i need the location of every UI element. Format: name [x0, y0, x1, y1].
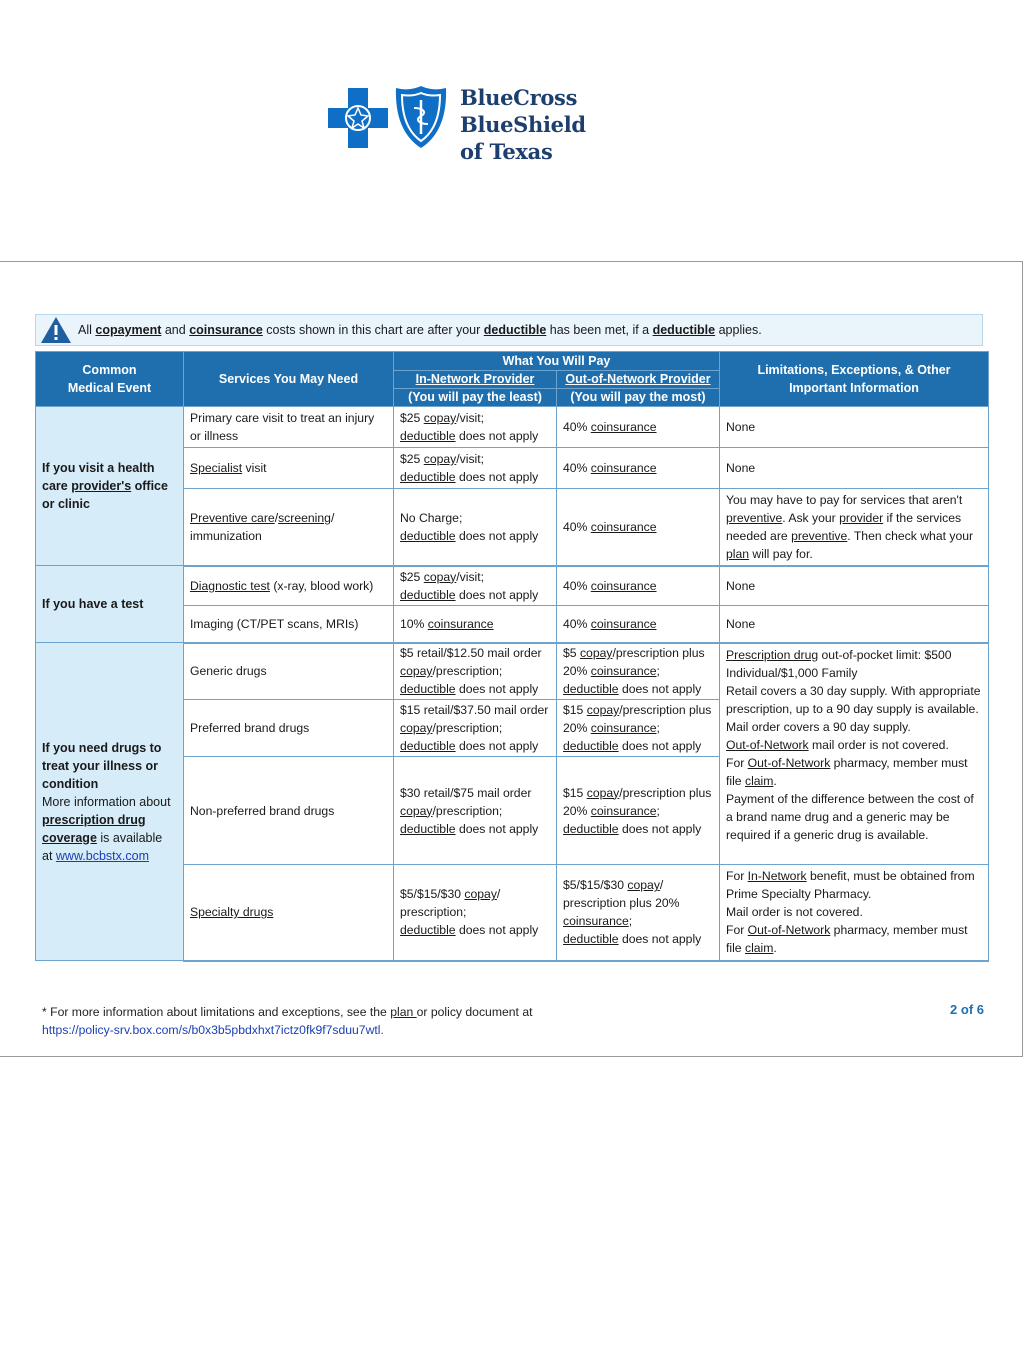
header-common-event: Common Medical Event: [36, 352, 184, 407]
notice-text: All copayment and coinsurance costs shown in this chart are after your deductible has been met, if a deductible applies.: [78, 323, 762, 337]
out-network-primary-care: 40% coinsurance: [557, 407, 720, 448]
in-network-primary-care: $25 copay/visit; deductible does not apply: [394, 407, 557, 448]
in-network-preventive: No Charge; deductible does not apply: [394, 489, 557, 566]
service-preventive: Preventive care/screening/ immunization: [184, 489, 394, 566]
limit-preventive: You may have to pay for services that aren't preventive. Ask your provider if the services needed are preventive. Then check what your plan will pay for.: [720, 489, 989, 566]
brand-line-1: BlueCross BlueShield: [460, 85, 586, 137]
service-nonpreferred: Non-preferred brand drugs: [184, 757, 394, 865]
service-specialty: Specialty drugs: [184, 865, 394, 961]
coinsurance-term[interactable]: coinsurance: [189, 323, 263, 337]
plan-term[interactable]: plan: [390, 1005, 417, 1019]
in-network-imaging: 10% coinsurance: [394, 606, 557, 643]
blue-shield-icon: [394, 84, 448, 150]
brand-line-2: of Texas: [460, 139, 553, 164]
in-network-diagnostic: $25 copay/visit; deductible does not apply: [394, 566, 557, 606]
table-row: [36, 407, 989, 448]
limit-drugs: Prescription drug out-of-pocket limit: $500 Individual/$1,000 Family Retail covers a 30 day supply. With appropriate prescription, up to a 90 day supply is available. Mail order covers a 90 day supply. Out-of-Network mail order is not covered. For Out-of-Network pharmacy, member must file claim. Payment of the difference between the cost of a brand name drug and a generic may be required if a generic drug is available.: [720, 643, 989, 865]
brand-name: [460, 84, 708, 165]
out-network-imaging: 40% coinsurance: [557, 606, 720, 643]
out-network-diagnostic: 40% coinsurance: [557, 566, 720, 606]
service-diagnostic: Diagnostic test (x-ray, blood work): [184, 566, 394, 606]
out-network-specialty: $5/$15/$30 copay/ prescription plus 20% coinsurance; deductible does not apply: [557, 865, 720, 961]
header-out-network: Out-of-Network Provider: [557, 371, 720, 389]
header-in-network-sub: (You will pay the least): [394, 389, 557, 407]
in-network-preferred: $15 retail/$37.50 mail order copay/prescription; deductible does not apply: [394, 700, 557, 757]
limit-imaging: None: [720, 606, 989, 643]
blue-cross-icon: [328, 88, 388, 148]
bcbs-logo: [328, 84, 708, 164]
page-number: 2 of 6: [950, 1002, 984, 1017]
deductible-term[interactable]: deductible: [652, 323, 716, 337]
page-border-bottom: [0, 1056, 1023, 1057]
in-network-nonpreferred: $30 retail/$75 mail order copay/prescription; deductible does not apply: [394, 757, 557, 865]
header-limitations: Limitations, Exceptions, & Other Important Information: [720, 352, 989, 407]
service-primary-care: Primary care visit to treat an injury or illness: [184, 407, 394, 448]
table-row: [36, 566, 989, 606]
limit-primary-care: None: [720, 407, 989, 448]
copayment-term[interactable]: copayment: [95, 323, 162, 337]
footer-note: * For more information about limitations and exceptions, see the plan or policy document at https://policy-srv.box.com/s/b0x3b5pbdxhxt7ictz0fk9f7sduu7wtl.: [42, 1005, 533, 1037]
limit-specialist: None: [720, 448, 989, 489]
page-border-top: [0, 261, 1023, 262]
header-what-you-pay: What You Will Pay: [394, 352, 720, 371]
out-network-generic: $5 copay/prescription plus 20% coinsurance; deductible does not apply: [557, 643, 720, 700]
table-row: [36, 643, 989, 700]
header-out-network-sub: (You will pay the most): [557, 389, 720, 407]
header-in-network: In-Network Provider: [394, 371, 557, 389]
in-network-specialist: $25 copay/visit; deductible does not apply: [394, 448, 557, 489]
bcbstx-link[interactable]: www.bcbstx.com: [55, 848, 149, 863]
deductible-notice: [35, 314, 983, 346]
out-network-preferred: $15 copay/prescription plus 20% coinsurance; deductible does not apply: [557, 700, 720, 757]
provider-term[interactable]: provider's: [71, 479, 132, 493]
limit-diagnostic: None: [720, 566, 989, 606]
deductible-term[interactable]: deductible: [483, 323, 547, 337]
in-network-generic: $5 retail/$12.50 mail order copay/prescription; deductible does not apply: [394, 643, 557, 700]
out-network-specialist: 40% coinsurance: [557, 448, 720, 489]
out-network-preventive: 40% coinsurance: [557, 489, 720, 566]
coverage-table: [35, 351, 989, 962]
service-generic: Generic drugs: [184, 643, 394, 700]
service-specialist: Specialist visit: [184, 448, 394, 489]
warning-triangle-icon: [40, 316, 72, 344]
page-border-right: [1022, 261, 1023, 1057]
in-network-specialty: $5/$15/$30 copay/ prescription; deductible does not apply: [394, 865, 557, 961]
policy-url[interactable]: https://policy-srv.box.com/s/b0x3b5pbdxhxt7ictz0fk9f7sduu7wtl.: [42, 1023, 384, 1037]
out-network-nonpreferred: $15 copay/prescription plus 20% coinsurance; deductible does not apply: [557, 757, 720, 865]
service-preferred: Preferred brand drugs: [184, 700, 394, 757]
event-visit-provider: If you visit a health care provider's office or clinic: [36, 407, 184, 566]
event-have-test: If you have a test: [36, 566, 184, 643]
limit-specialty: For In-Network benefit, must be obtained from Prime Specialty Pharmacy. Mail order is not covered. For Out-of-Network pharmacy, member must file claim.: [720, 865, 989, 961]
event-need-drugs: If you need drugs to treat your illness or condition More information about prescription drug coverage is available at www.bcbstx.com: [36, 643, 184, 961]
service-imaging: Imaging (CT/PET scans, MRIs): [184, 606, 394, 643]
header-services: Services You May Need: [184, 352, 394, 407]
prescription-drug-coverage-term[interactable]: prescription drug: [42, 812, 146, 827]
